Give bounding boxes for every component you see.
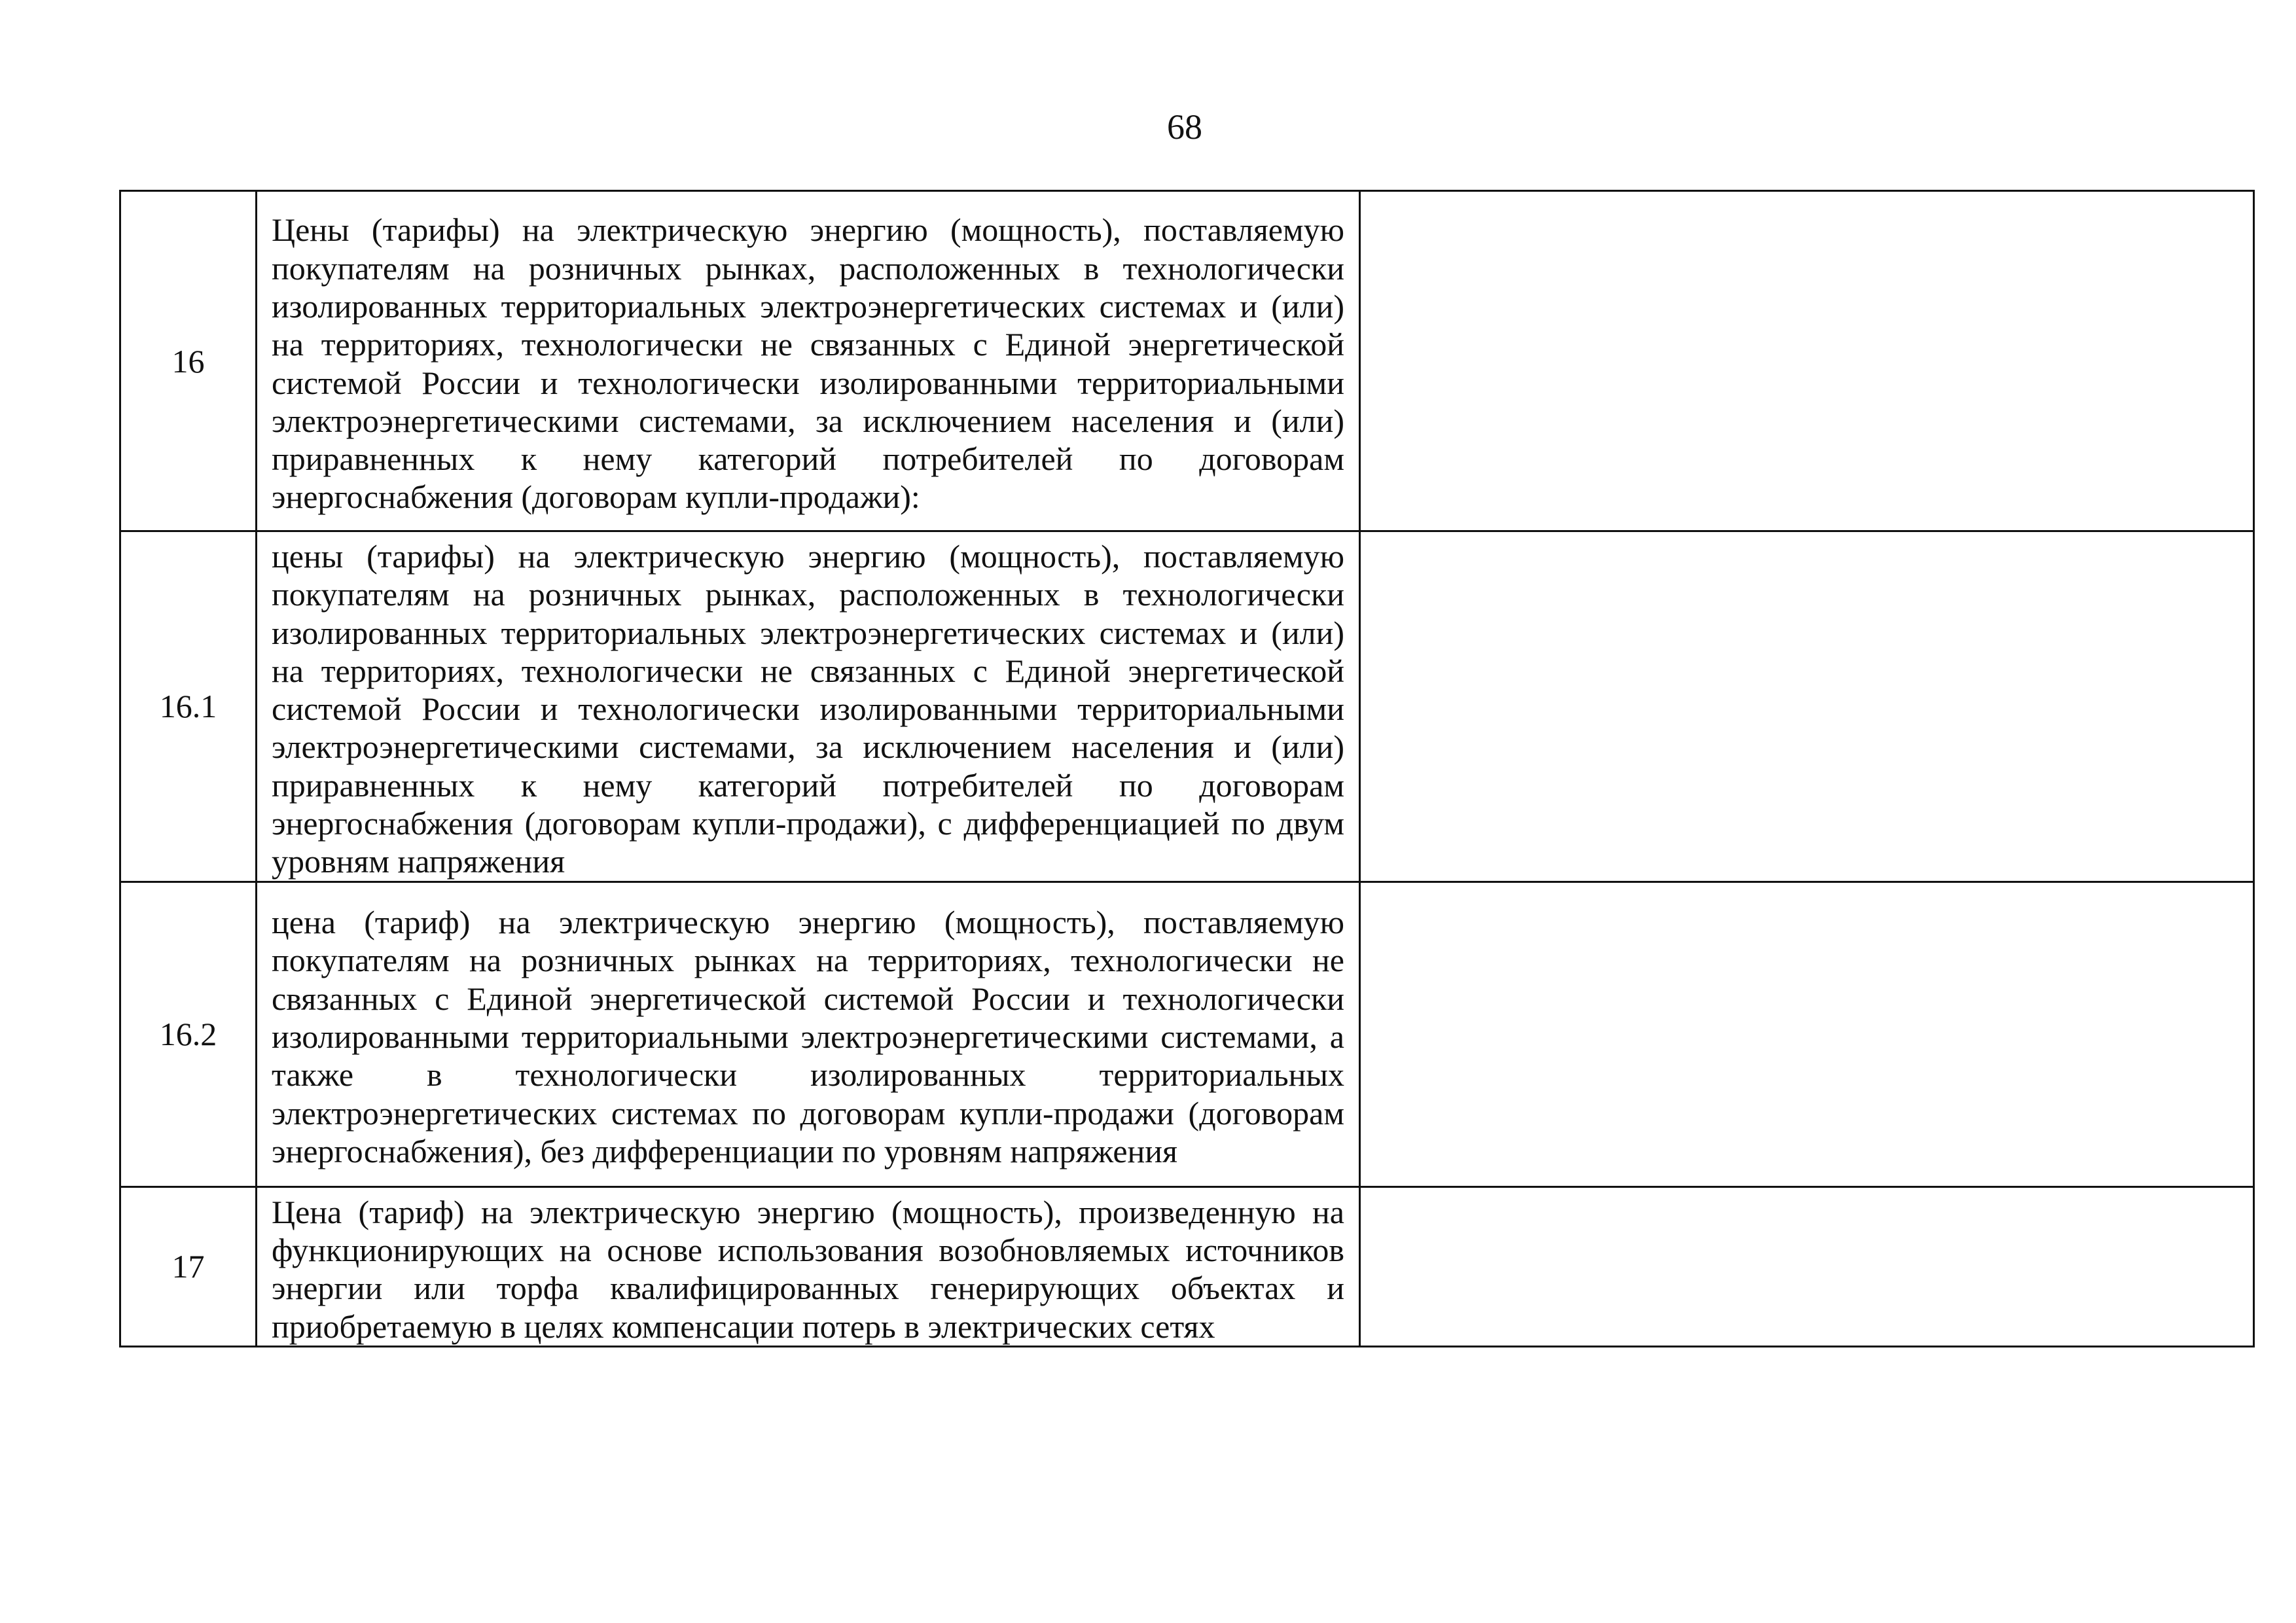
row-description (257, 531, 1360, 882)
row-number: 16.2 (120, 882, 257, 1186)
tariff-table (119, 190, 2255, 1347)
row-value (1360, 1186, 2254, 1346)
page-number: 68 (1167, 107, 1202, 147)
table-row (120, 191, 2254, 531)
row-number: 16.1 (120, 531, 257, 882)
table-row (120, 1186, 2254, 1346)
row-value (1360, 882, 2254, 1186)
row-number: 16 (120, 191, 257, 531)
row-description-text: Цена (тариф) на электрическую энергию (мощность), произведенную на функционирующих на основе использования возобновляемых источников энергии или торфа квалифицированных генерирующих объектах и приобретаемую в целях компенсации потерь в электрических сетях (272, 1193, 1344, 1345)
row-description-text: цены (тарифы) на электрическую энергию (мощность), поставляемую покупателям на розничных рынках, расположенных в технологически изолированных территориальных электроэнергетических системах и (или) на территориях, технологически не связанных с Единой энергетической системой России и технологически изолированными территориальными электроэнергетическими системами, за исключением населения и (или) приравненных к нему категорий потребителей по договорам энергоснабжения (договорам купли-продажи), с дифференциацией по двум уровням напряжения (272, 538, 1344, 880)
row-description-text: Цены (тарифы) на электрическую энергию (мощность), поставляемую покупателям на розничных рынках, расположенных в технологически изолированных территориальных электроэнергетических системах и (или) на территориях, технологически не связанных с Единой энергетической системой России и технологически изолированными территориальными электроэнергетическими системами, за исключением населения и (или) приравненных к нему категорий потребителей по договорам энергоснабжения (договорам купли-продажи): (272, 211, 1344, 516)
row-value (1360, 531, 2254, 882)
table-row (120, 531, 2254, 882)
row-value (1360, 191, 2254, 531)
table-row (120, 882, 2254, 1186)
row-description (257, 191, 1360, 531)
row-description (257, 882, 1360, 1186)
row-description-text: цена (тариф) на электрическую энергию (мощность), поставляемую покупателям на розничных рынках на территориях, технологически не связанных с Единой энергетической системой России и технологически изолированными территориальными электроэнергетическими системами, а также в технологически изолированных территориальных электроэнергетических системах по договорам купли-продажи (договорам энергоснабжения), без дифференциации по уровням напряжения (272, 904, 1344, 1169)
row-number: 17 (120, 1186, 257, 1346)
row-description (257, 1186, 1360, 1346)
